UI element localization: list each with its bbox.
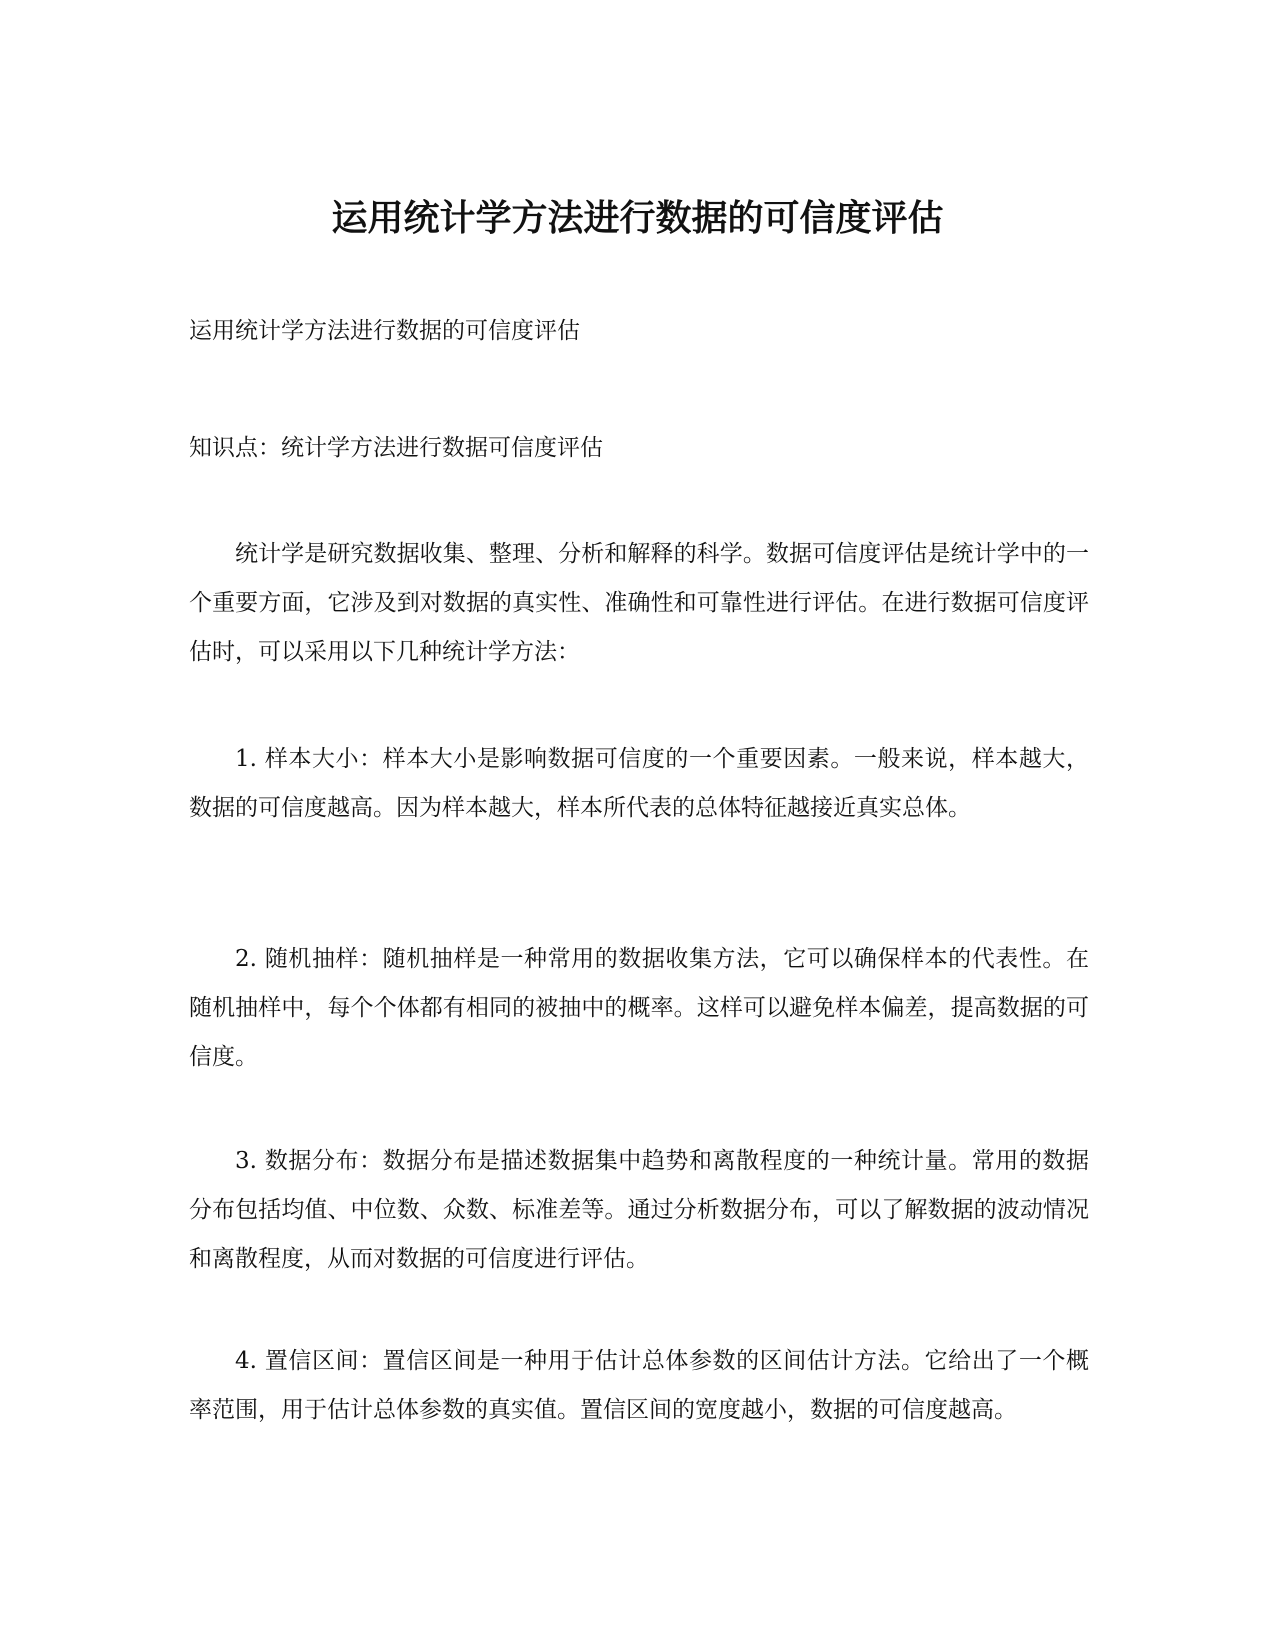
document-subtitle: 运用统计学方法进行数据的可信度评估	[189, 318, 580, 344]
knowledge-point: 知识点：统计学方法进行数据可信度评估	[189, 435, 603, 461]
method-item-random-sampling: 2. 随机抽样：随机抽样是一种常用的数据收集方法，它可以确保样本的代表性。在随机抽样中，每个个体都有相同的被抽中的概率。这样可以避免样本偏差，提高数据的可信度。	[189, 946, 1089, 1070]
intro-paragraph: 统计学是研究数据收集、整理、分析和解释的科学。数据可信度评估是统计学中的一个重要方面，它涉及到对数据的真实性、准确性和可靠性进行评估。在进行数据可信度评估时，可以采用以下几种统计学方法：	[189, 541, 1089, 665]
method-item-confidence-interval: 4. 置信区间：置信区间是一种用于估计总体参数的区间估计方法。它给出了一个概率范围，用于估计总体参数的真实值。置信区间的宽度越小，数据的可信度越高。	[189, 1348, 1089, 1423]
document-title: 运用统计学方法进行数据的可信度评估	[331, 197, 944, 239]
method-item-sample-size: 1. 样本大小：样本大小是影响数据可信度的一个重要因素。一般来说，样本越大，数据的可信度越高。因为样本越大，样本所代表的总体特征越接近真实总体。	[189, 746, 1089, 821]
method-item-data-distribution: 3. 数据分布：数据分布是描述数据集中趋势和离散程度的一种统计量。常用的数据分布包括均值、中位数、众数、标准差等。通过分析数据分布，可以了解数据的波动情况和离散程度，从而对数据的可信度进行评估。	[189, 1148, 1089, 1272]
